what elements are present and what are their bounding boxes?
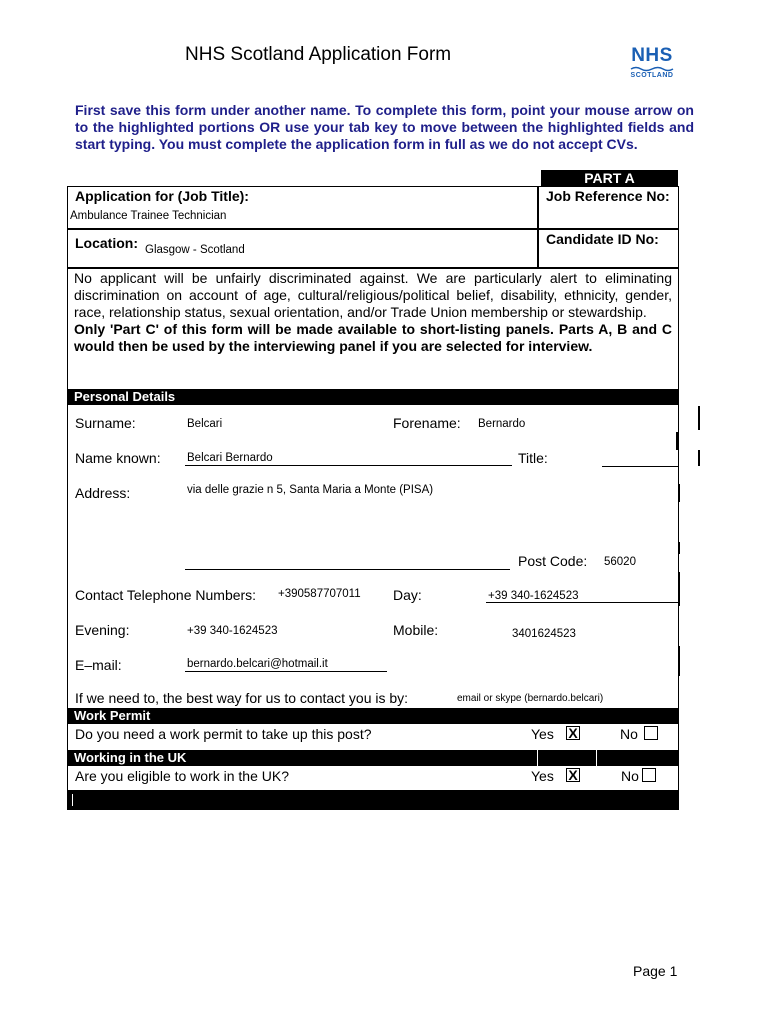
- work-permit-question: Do you need a work permit to take up this post?: [75, 726, 372, 742]
- day-label: Day:: [393, 587, 422, 603]
- work-permit-yes-label: Yes: [531, 726, 554, 742]
- divider: [596, 750, 597, 766]
- work-permit-yes-checkbox[interactable]: X: [566, 726, 580, 740]
- working-uk-no-checkbox[interactable]: [642, 768, 656, 782]
- working-uk-no-label: No: [621, 768, 639, 784]
- section-footer-bar: [67, 790, 679, 810]
- notice-part-c: Only 'Part C' of this form will be made available to short-listing panels. Parts A, B and C would then be used by the interviewing panel if you are selected for interview.: [74, 321, 672, 354]
- notice-paragraph: No applicant will be unfairly discriminated against. We are particularly alert to eliminating discrimination on account of age, cultural/religious/political belief, disability, ethnicity, gender, race, relationship status, sexual orientation, and/or Trade Union membership or stewardship.: [74, 270, 672, 320]
- evening-phone-field[interactable]: +39 340-1624523: [187, 625, 278, 637]
- field-marker: [678, 484, 680, 502]
- divider: [537, 186, 539, 267]
- address-field[interactable]: via delle grazie n 5, Santa Maria a Monte (PISA): [187, 484, 434, 496]
- evening-label: Evening:: [75, 622, 130, 638]
- forename-field[interactable]: Bernardo: [478, 418, 526, 430]
- divider: [67, 228, 679, 230]
- field-marker: [676, 432, 678, 450]
- job-title-label: Application for (Job Title):: [75, 188, 249, 204]
- page-number: [633, 963, 677, 979]
- divider: [537, 750, 538, 766]
- name-known-field[interactable]: Belcari Bernardo: [185, 452, 512, 466]
- mobile-phone-field[interactable]: 3401624523: [512, 628, 576, 640]
- candidate-id-label: Candidate ID No:: [546, 231, 659, 247]
- day-phone-field[interactable]: +39 340-1624523: [486, 590, 680, 603]
- page-label: Page: [633, 963, 666, 979]
- discrimination-notice: [74, 270, 672, 355]
- contact-phone-label: Contact Telephone Numbers:: [75, 587, 257, 603]
- field-marker: [678, 572, 680, 606]
- working-uk-question: Are you eligible to work in the UK?: [75, 768, 289, 784]
- forename-label: Forename:: [393, 415, 461, 431]
- field-marker: [678, 542, 680, 554]
- email-field[interactable]: bernardo.belcari@hotmail.it: [185, 658, 387, 672]
- field-marker: [698, 406, 700, 430]
- personal-details-heading: Personal Details: [67, 389, 679, 405]
- working-uk-heading: Working in the UK: [67, 750, 679, 766]
- surname-label: Surname:: [75, 415, 136, 431]
- work-permit-heading: Work Permit: [67, 708, 679, 724]
- page-number-value: 1: [669, 963, 678, 979]
- surname-field[interactable]: Belcari: [187, 418, 223, 430]
- title-field[interactable]: [602, 452, 678, 467]
- job-reference-label: Job Reference No:: [546, 188, 670, 204]
- contact-phone-field[interactable]: +390587707011: [278, 588, 361, 600]
- postcode-field[interactable]: 56020: [604, 556, 636, 568]
- working-uk-yes-checkbox[interactable]: X: [566, 768, 580, 782]
- postcode-label: Post Code:: [518, 553, 588, 569]
- logo-main-text: NHS: [631, 45, 673, 66]
- logo-sub-text: SCOTLAND: [630, 72, 674, 79]
- address-underline: [185, 555, 510, 570]
- nhs-logo: [626, 46, 678, 86]
- contact-method-field[interactable]: email or skype (bernardo.belcari): [457, 693, 604, 704]
- field-marker: [698, 450, 700, 466]
- footer-bar-divider: [72, 794, 73, 806]
- work-permit-no-checkbox[interactable]: [644, 726, 658, 740]
- email-label: E–mail:: [75, 657, 122, 673]
- field-marker: [678, 646, 680, 676]
- location-label: Location:: [75, 235, 138, 251]
- form-instructions: First save this form under another name. To complete this form, point your mouse arrow on to the highlighted portions OR use your tab key to move between the highlighted fields and start typing. You must complete the application form in full as we do not accept CVs.: [75, 102, 694, 152]
- title-label: Title:: [518, 450, 548, 466]
- part-a-label: PART A: [541, 170, 678, 186]
- location-field[interactable]: Glasgow - Scotland: [145, 244, 245, 256]
- page-title: NHS Scotland Application Form: [185, 44, 452, 65]
- working-uk-yes-label: Yes: [531, 768, 554, 784]
- job-title-field[interactable]: Ambulance Trainee Technician: [70, 210, 227, 222]
- contact-method-label: If we need to, the best way for us to contact you is by:: [75, 690, 409, 706]
- work-permit-no-label: No: [620, 726, 638, 742]
- mobile-label: Mobile:: [393, 622, 439, 638]
- address-label: Address:: [75, 485, 131, 501]
- name-known-label: Name known:: [75, 450, 161, 466]
- divider: [67, 267, 679, 269]
